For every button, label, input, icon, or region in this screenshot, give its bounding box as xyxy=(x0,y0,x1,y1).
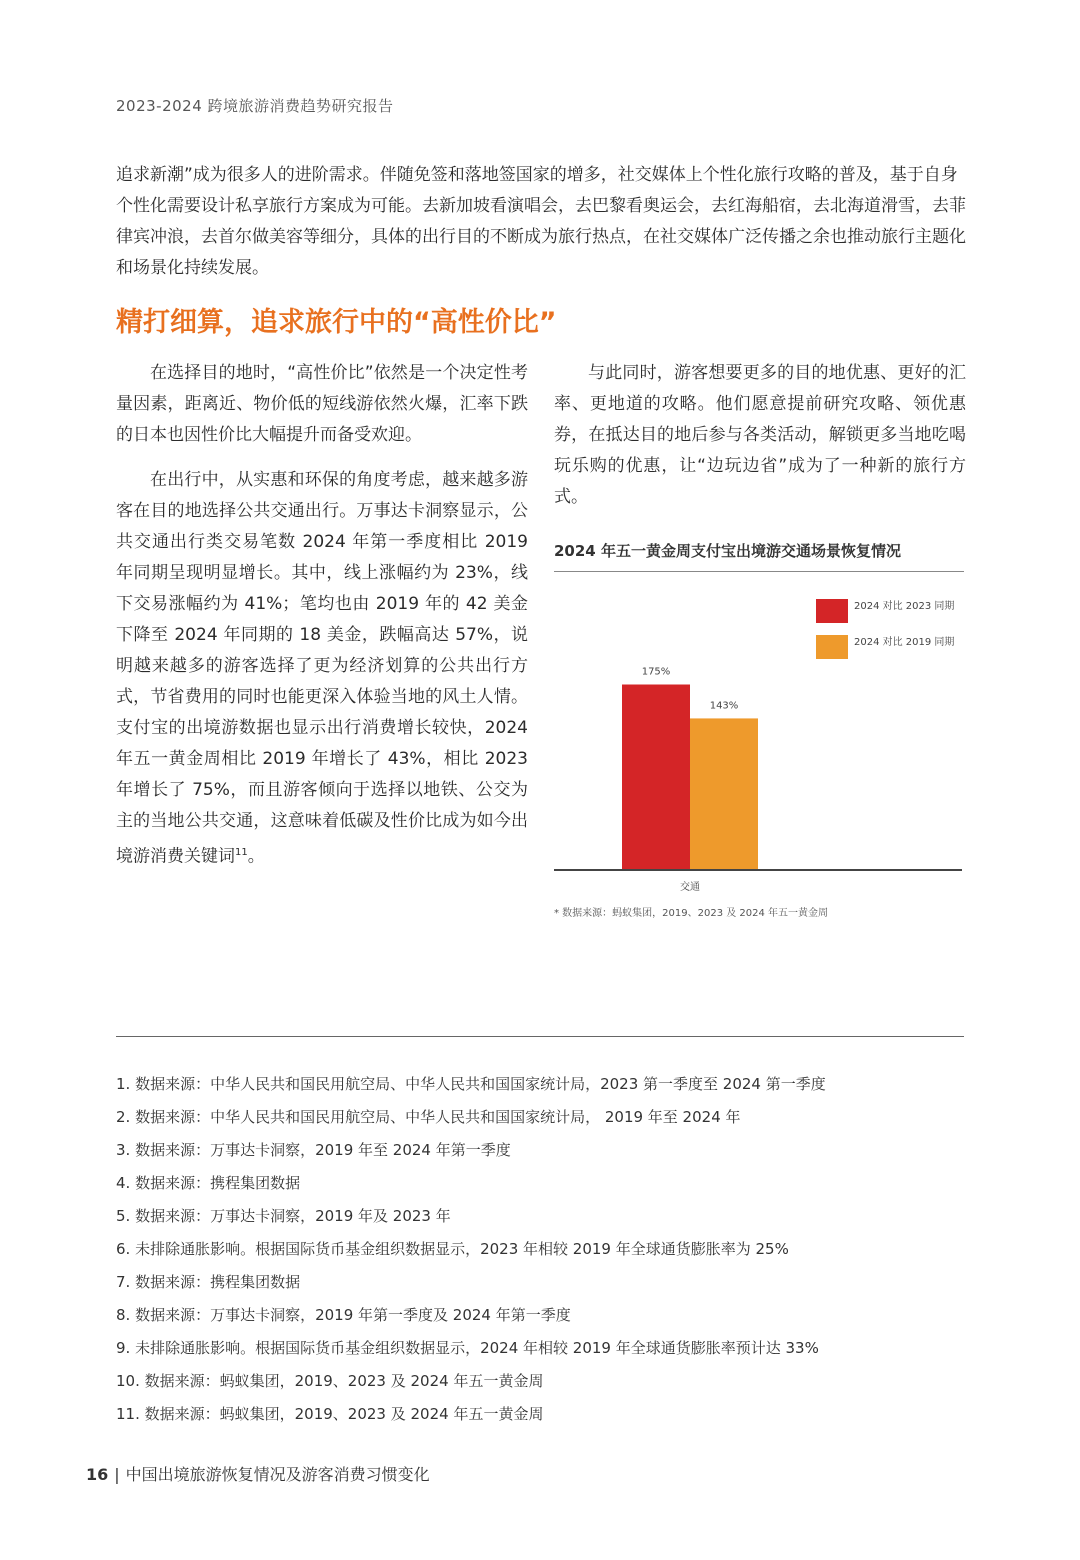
bar-1 xyxy=(622,685,690,871)
x-tick-label: 交通 xyxy=(680,882,700,893)
left-paragraph-2-text: 在出行中，从实惠和环保的角度考虑，越来越多游客在目的地选择公共交通出行。万事达卡洞察显示，公共交通出行类交易笔数 2024 年第一季度相比 2019 年同期呈现明显增长。其中，线上涨幅约为 23%，线下交易涨幅约为 41%；笔均也由 2019 年的 42 美金下降至 2024 年同期的 18 美金，跌幅高达 57%，说明越来越多的游客选择了更为经济划算的公共出行方式，节省费用的同时也能更深入体验当地的风土人情。支付宝的出境游数据也显示出行消费增长较快，2024 年五一黄金周相比 2019 年增长了 43%，相比 2023 年增长了 75%，而且游客倾向于选择以地铁、公交为主的当地公共交通，这意味着低碳及性价比成为如今出境游消费关键词 xyxy=(116,470,528,867)
footnote-divider xyxy=(116,1036,964,1037)
right-paragraph-1: 与此同时，游客想要更多的目的地优惠、更好的汇率、更地道的攻略。他们愿意提前研究攻略、领优惠券，在抵达目的地后参与各类活动，解锁更多当地吃喝玩乐购的优惠，让“边玩边省”成为了一种新的旅行方式。 xyxy=(554,363,966,507)
right-column xyxy=(554,358,966,513)
section-title: 精打细算，追求旅行中的“高性价比” xyxy=(116,307,557,338)
running-header: 2023-2024 跨境旅游消费趋势研究报告 xyxy=(116,97,394,115)
bar-value-label: 175% xyxy=(641,666,671,678)
footnote-item: 6. 未排除通胀影响。根据国际货币基金组织数据显示，2023 年相较 2019 年全球通货膨胀率为 25% xyxy=(116,1240,789,1258)
footnote-item: 1. 数据来源：中华人民共和国民用航空局、中华人民共和国国家统计局，2023 第一季度至 2024 第一季度 xyxy=(116,1075,826,1093)
chart-source: * 数据来源：蚂蚁集团，2019、2023 及 2024 年五一黄金周 xyxy=(554,908,829,919)
footnote-item: 2. 数据来源：中华人民共和国民用航空局、中华人民共和国国家统计局， 2019 年至 2024 年 xyxy=(116,1108,741,1126)
footnote-item: 11. 数据来源：蚂蚁集团，2019、2023 及 2024 年五一黄金周 xyxy=(116,1405,544,1423)
footnote-list xyxy=(116,1068,976,1431)
footnote-item: 5. 数据来源：万事达卡洞察，2019 年及 2023 年 xyxy=(116,1207,451,1225)
footer-separator: | xyxy=(114,1465,120,1484)
left-paragraph-2 xyxy=(116,465,528,873)
bar-2 xyxy=(690,718,758,870)
footnote-item: 7. 数据来源：携程集团数据 xyxy=(116,1273,301,1291)
bar-chart xyxy=(554,585,966,897)
footnote-item: 4. 数据来源：携程集团数据 xyxy=(116,1174,301,1192)
footnote-item: 9. 未排除通胀影响。根据国际货币基金组织数据显示，2024 年相较 2019 年全球通货膨胀率预计达 33% xyxy=(116,1339,819,1357)
page-footer xyxy=(86,1462,430,1485)
left-paragraph-2-end: 。 xyxy=(247,846,265,867)
footnote-item: 8. 数据来源：万事达卡洞察，2019 年第一季度及 2024 年第一季度 xyxy=(116,1306,571,1324)
legend-label-1: 2024 对比 2023 同期 xyxy=(854,601,955,612)
left-column xyxy=(116,358,528,887)
intro-paragraph: 追求新潮”成为很多人的进阶需求。伴随免签和落地签国家的增多，社交媒体上个性化旅行攻略的普及，基于自身个性化需要设计私享旅行方案成为可能。去新加坡看演唱会，去巴黎看奥运会，去红海船宿，去北海道滑雪，去菲律宾冲浪，去首尔做美容等细分，具体的出行目的不断成为旅行热点，在社交媒体广泛传播之余也推动旅行主题化和场景化持续发展。 xyxy=(116,165,966,278)
footer-chapter-title: 中国出境旅游恢复情况及游客消费习惯变化 xyxy=(125,1465,430,1484)
chart-title: 2024 年五一黄金周支付宝出境游交通场景恢复情况 xyxy=(554,540,964,572)
footnote-item: 3. 数据来源：万事达卡洞察，2019 年至 2024 年第一季度 xyxy=(116,1141,511,1159)
legend-swatch-1 xyxy=(816,599,848,623)
legend-label-2: 2024 对比 2019 同期 xyxy=(854,637,955,648)
bar-value-label: 143% xyxy=(709,700,739,712)
left-paragraph-1: 在选择目的地时，“高性价比”依然是一个决定性考量因素，距离近、物价低的短线游依然火爆，汇率下跌的日本也因性价比大幅提升而备受欢迎。 xyxy=(116,363,528,445)
page-number: 16 xyxy=(86,1465,109,1484)
legend-swatch-2 xyxy=(816,635,848,659)
footnote-ref[interactable]: 11 xyxy=(235,847,248,858)
footnote-item: 10. 数据来源：蚂蚁集团，2019、2023 及 2024 年五一黄金周 xyxy=(116,1372,544,1390)
